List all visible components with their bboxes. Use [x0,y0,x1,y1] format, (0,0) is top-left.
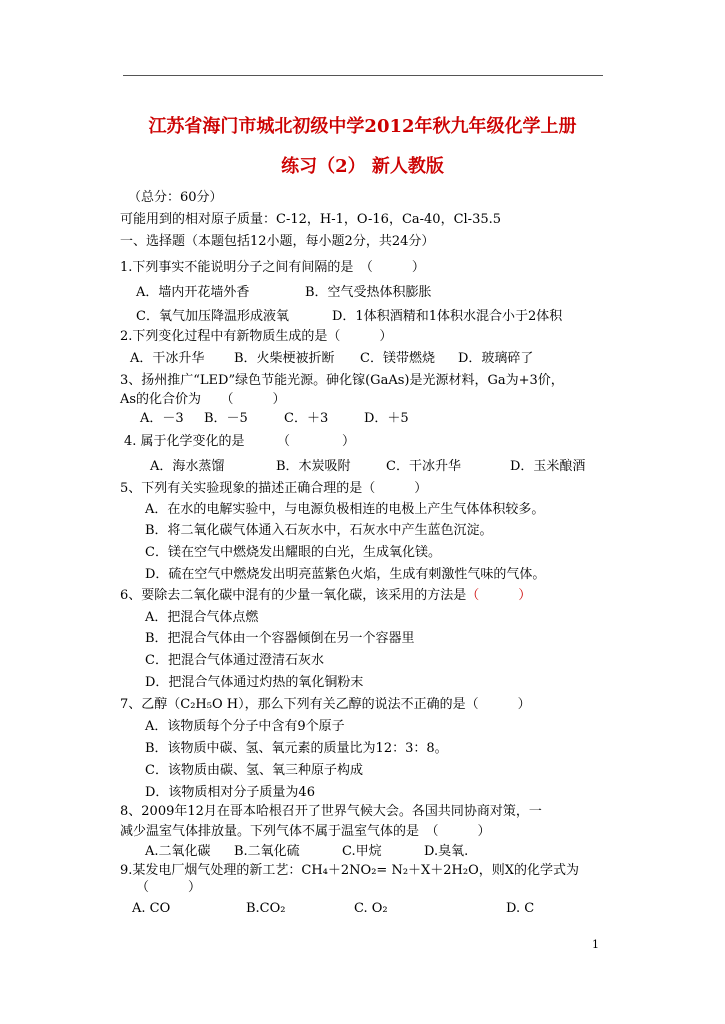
question-8-option-a: A.二氧化碳 [145,844,211,859]
question-9-stem-cont: （ ） [136,880,202,895]
question-1-stem: 1.下列事实不能说明分子之间有间隔的是 （ ） [120,260,425,275]
question-7-option-a: A．该物质每个分子中含有9个原子 [145,719,345,734]
question-9-option-a: A. CO [132,901,171,916]
question-8-option-b: B.二氧化硫 [234,844,300,859]
question-6-answer-paren: （ ） [466,588,532,603]
question-5-option-d: D．硫在空气中燃烧发出明亮蓝紫色火焰，生成有刺激性气味的气体。 [145,567,546,582]
question-4-option-c: C．干冰升华 [386,459,461,474]
question-3-stem: 3、扬州推广“LED”绿色节能光源。砷化镓(GaAs)是光源材料，Ga为+3价， [120,373,564,388]
question-9-option-c: C. O₂ [354,901,388,916]
question-8-stem: 8、2009年12月在哥本哈根召开了世界气候大会。各国共同协商对策，一 [120,804,542,819]
question-1-option-b: B．空气受热体积膨胀 [305,285,432,300]
question-5-option-b: B．将二氧化碳气体通入石灰水中，石灰水中产生蓝色沉淀。 [145,523,493,538]
question-8-stem-cont: 减少温室气体排放量。下列气体不属于温室气体的是 （ ） [120,824,491,839]
question-9-stem: 9.某发电厂烟气处理的新工艺：CH₄＋2NO₂= N₂＋X＋2H₂O，则X的化学式为 [120,863,580,878]
question-7-option-d: D．该物质相对分子质量为46 [145,785,315,800]
question-7-stem: 7、乙醇（C₂H₅O H），那么下列有关乙醇的说法不正确的是（ ） [120,697,531,712]
doc-title-line2: 练习（2） 新人教版 [281,156,444,177]
header-rule [123,75,603,76]
question-6-option-c: C．把混合气体通过澄清石灰水 [145,653,324,668]
question-2-option-c: C．镁带燃烧 [360,351,435,366]
question-2-option-b: B．火柴梗被折断 [234,351,335,366]
question-5-option-a: A．在水的电解实验中，与电源负极相连的电极上产生气体体积较多。 [145,502,545,517]
question-4-option-b: B．木炭吸附 [276,459,351,474]
question-9-option-d: D. C [506,901,535,916]
question-6-option-b: B．把混合气体由一个容器倾倒在另一个容器里 [145,631,415,646]
question-1-option-d: D．1体积酒精和1体积水混合小于2体积 [332,309,563,324]
page-number: 1 [592,938,599,951]
question-4-option-a: A．海水蒸馏 [150,459,225,474]
question-5-stem: 5、下列有关实验现象的描述正确合理的是（ ） [120,481,428,496]
question-7-option-c: C．该物质由碳、氢、氧三种原子构成 [145,763,363,778]
question-3-stem-cont: As的化合价为 （ ） [120,392,286,407]
section-heading: 一、选择题（本题包括12小题，每小题2分，共24分） [120,234,435,249]
question-6-stem-text: 6、要除去二氧化碳中混有的少量一氧化碳，该采用的方法是 [120,588,467,603]
question-2-stem: 2.下列变化过程中有新物质生成的是（ ） [120,329,393,344]
question-1-option-a: A．墙内开花墙外香 [136,285,250,300]
doc-title-line1: 江苏省海门市城北初级中学2012年秋九年级化学上册 [148,116,577,137]
question-2-option-a: A．干冰升华 [130,351,205,366]
question-6-stem [120,588,531,603]
question-7-option-b: B．该物质中碳、氢、氧元素的质量比为12：3：8。 [145,741,448,756]
question-1-option-c: C．氧气加压降温形成液氧 [136,309,289,324]
question-2-option-d: D．玻璃碎了 [458,351,534,366]
question-4-stem: 4. 属于化学变化的是 （ ） [124,434,356,449]
question-8-option-c: C.甲烷 [342,844,382,859]
question-3-option-a: A．－3 [140,411,184,426]
question-5-option-c: C．镁在空气中燃烧发出耀眼的白光，生成氧化镁。 [145,545,441,560]
total-score: （总分：60分） [128,190,223,205]
question-4-option-d: D．玉米酿酒 [510,459,586,474]
question-6-option-d: D．把混合气体通过灼热的氧化铜粉末 [145,675,364,690]
question-3-option-b: B．－5 [204,411,248,426]
question-3-option-c: C．＋3 [284,411,329,426]
question-6-option-a: A．把混合气体点燃 [145,610,259,625]
atomic-mass-info: 可能用到的相对原子质量：C-12，H-1，O-16，Ca-40，Cl-35.5 [120,212,502,227]
question-8-option-d: D.臭氧. [424,844,469,859]
question-3-option-d: D．＋5 [364,411,409,426]
question-9-option-b: B.CO₂ [246,901,286,916]
